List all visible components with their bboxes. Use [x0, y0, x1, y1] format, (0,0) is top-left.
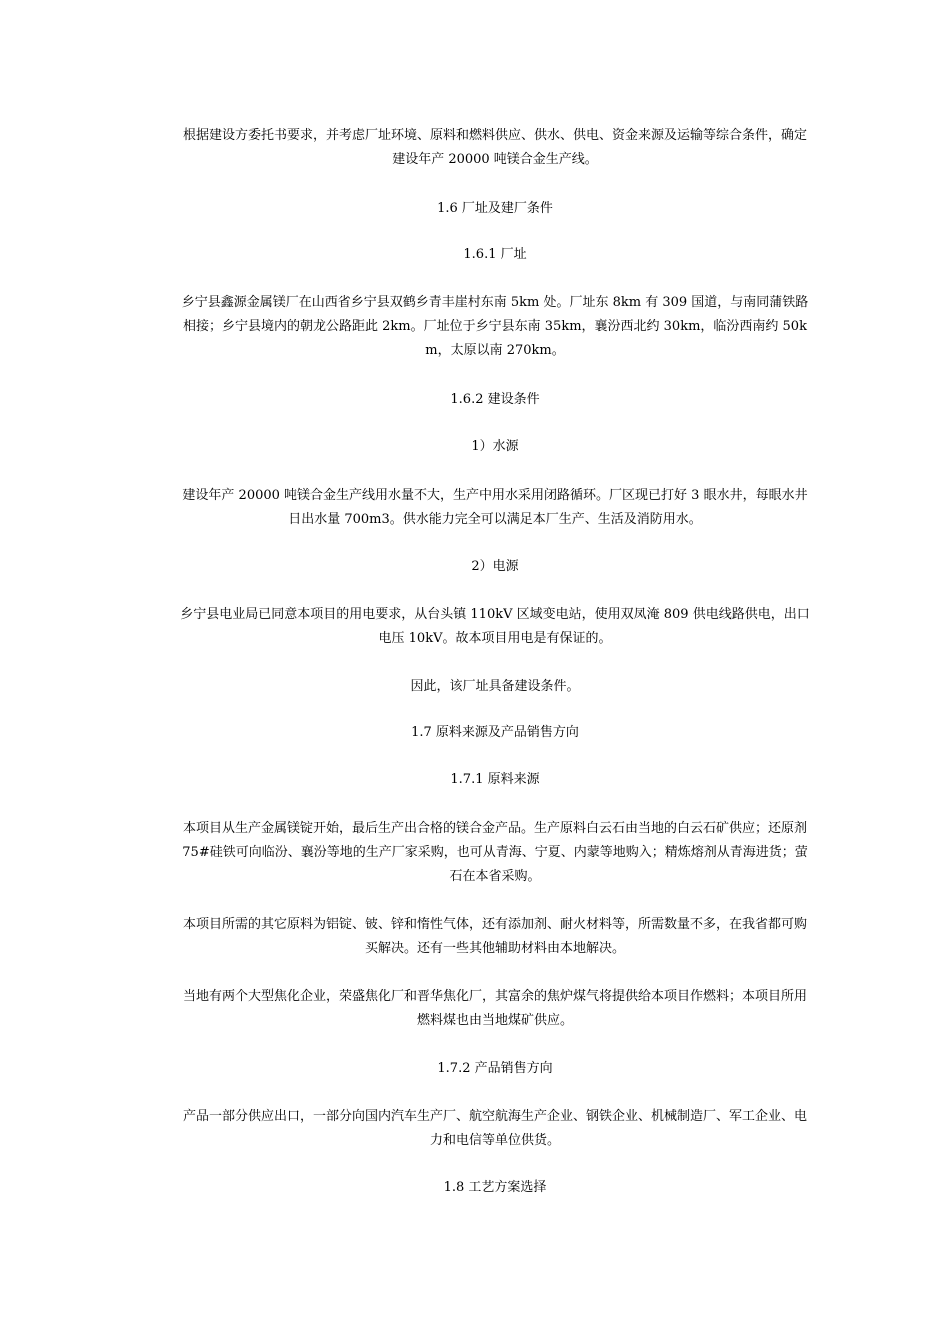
paragraph-raw-materials-1: 本项目从生产金属镁锭开始，最后生产出合格的镁合金产品。生产原料白云石由当地的白云石矿供应；还原剂 75#硅铁可向临汾、襄汾等地的生产厂家采购，也可从青海、宁夏、内蒙等地购入；精炼熔剂从青海进货；萤石在本省采购。	[182, 821, 808, 884]
paragraph-water: 建设年产 20000 吨镁合金生产线用水量不大，生产中用水采用闭路循环。厂区现已打好 3 眼水井，每眼水井日出水量 700m3。供水能力完全可以满足本厂生产、生活及消防用水。	[182, 488, 808, 527]
heading-1-7-2: 1.7.2 产品销售方向	[437, 1061, 553, 1076]
paragraph-conclusion: 因此，该厂址具备建设条件。	[410, 679, 580, 694]
paragraph-intro: 根据建设方委托书要求，并考虑厂址环境、原料和燃料供应、供水、供电、资金来源及运输等综合条件，确定建设年产 20000 吨镁合金生产线。	[182, 128, 807, 167]
heading-1-8: 1.8 工艺方案选择	[443, 1180, 547, 1195]
paragraph-power: 乡宁县电业局已同意本项目的用电要求，从台头镇 110kV 区域变电站，使用双凤淹 809 供电线路供电，出口电压 10kV。故本项目用电是有保证的。	[180, 607, 810, 646]
heading-1-7-1: 1.7.1 原料来源	[450, 772, 540, 787]
heading-water: 1）水源	[471, 439, 519, 454]
heading-1-6: 1.6 厂址及建厂条件	[437, 201, 553, 216]
paragraph-raw-materials-3: 当地有两个大型焦化企业，荣盛焦化厂和晋华焦化厂，其富余的焦炉煤气将提供给本项目作燃料；本项目所用燃料煤也由当地煤矿供应。	[182, 989, 807, 1028]
paragraph-site-location: 乡宁县鑫源金属镁厂在山西省乡宁县双鹤乡青丰崖村东南 5km 处。厂址东 8km 有 309 国道，与南同蒲铁路相接；乡宁县境内的朝龙公路距此 2km。厂址位于乡宁县东南 35km，襄汾西北约 30km，临汾西南约 50km，太原以南 270km。	[181, 295, 809, 358]
heading-1-7: 1.7 原料来源及产品销售方向	[411, 725, 579, 740]
paragraph-raw-materials-2: 本项目所需的其它原料为铝锭、铍、锌和惰性气体，还有添加剂、耐火材料等，所需数量不多，在我省都可购买解决。还有一些其他辅助材料由本地解决。	[182, 917, 807, 956]
paragraph-sales: 产品一部分供应出口，一部分向国内汽车生产厂、航空航海生产企业、钢铁企业、机械制造厂、军工企业、电力和电信等单位供货。	[182, 1109, 807, 1148]
heading-power: 2）电源	[471, 559, 519, 574]
heading-1-6-2: 1.6.2 建设条件	[450, 392, 540, 407]
heading-1-6-1: 1.6.1 厂址	[463, 247, 527, 262]
